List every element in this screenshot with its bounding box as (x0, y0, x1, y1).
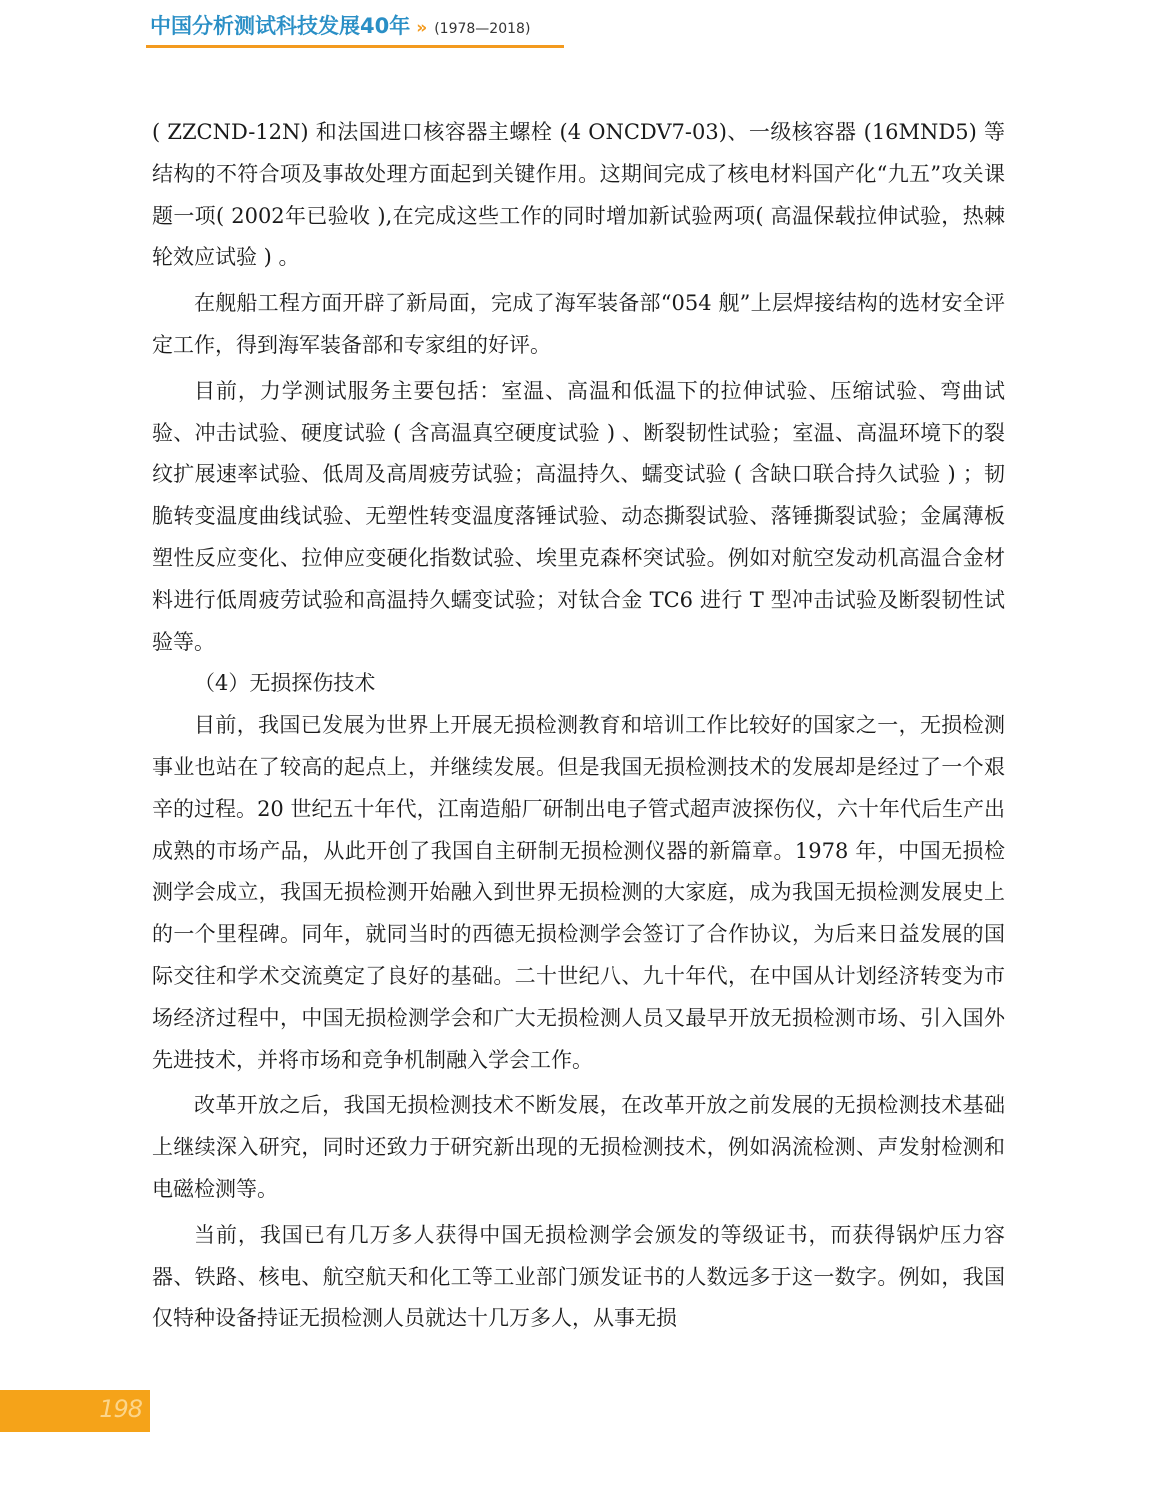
paragraph-ndt-after-reform: 改革开放之后，我国无损检测技术不断发展，在改革开放之前发展的无损检测技术基础上继续深入研究，同时还致力于研究新出现的无损检测技术，例如涡流检测、声发射检测和电磁检测等。 (152, 1093, 1005, 1201)
paragraph-mechanical-testing: 目前，力学测试服务主要包括：室温、高温和低温下的拉伸试验、压缩试验、弯曲试验、冲击试验、硬度试验 ( 含高温真空硬度试验 ) 、断裂韧性试验；室温、高温环境下的裂纹扩展速率试验、低周及高周疲劳试验；高温持久、蠕变试验 ( 含缺口联合持久试验 ) ；韧脆转变温度曲线试验、无塑性转变温度落锤试验、动态撕裂试验、落锤撕裂试验；金属薄板塑性反应变化、拉伸应变硬化指数试验、埃里克森杯突试验。例如对航空发动机高温合金材料进行低周疲劳试验和高温持久蠕变试验；对钛合金 TC6 进行 T 型冲击试验及断裂韧性试验等。 (152, 378, 1005, 654)
paragraph-continuation: ( ZZCND-12N) 和法国进口核容器主螺栓 (4 ONCDV7-03)、一级核容器 (16MND5) 等结构的不符合项及事故处理方面起到关键作用。这期间完成了核电材料国产化“九五”攻关课题一项( 2002年已验收 ),在完成这些工作的同时增加新试验两项( 高温保载拉伸试验，热棘轮效应试验 ) 。 (152, 120, 1005, 270)
section-heading-ndt: （4）无损探伤技术 (194, 671, 376, 696)
double-chevron-icon: » (416, 18, 425, 38)
header-divider (146, 45, 564, 48)
running-header (150, 10, 530, 48)
page-number-badge (0, 1390, 150, 1432)
page-number: 198 (99, 1395, 142, 1423)
paragraph-ndt-certification: 当前，我国已有几万多人获得中国无损检测学会颁发的等级证书，而获得锅炉压力容器、铁路、核电、航空航天和化工等工业部门颁发证书的人数远多于这一数字。例如，我国仅特种设备持证无损检测人员就达十几万多人，从事无损 (152, 1222, 1005, 1331)
paragraph-ndt-history: 目前，我国已发展为世界上开展无损检测教育和培训工作比较好的国家之一，无损检测事业也站在了较高的起点上，并继续发展。但是我国无损检测技术的发展却是经过了一个艰辛的过程。20 世纪五十年代，江南造船厂研制出电子管式超声波探伤仪，六十年代后生产出成熟的市场产品，从此开创了我国自主研制无损检测仪器的新篇章。1978 年，中国无损检测学会成立，我国无损检测开始融入到世界无损检测的大家庭，成为我国无损检测发展史上的一个里程碑。同年，就同当时的西德无损检测学会签订了合作协议，为后来日益发展的国际交往和学术交流奠定了良好的基础。二十世纪八、九十年代，在中国从计划经济转变为市场经济过程中，中国无损检测学会和广大无损检测人员又最早开放无损检测市场、引入国外先进技术，并将市场和竞争机制融入学会工作。 (152, 713, 1005, 1072)
book-title: 中国分析测试科技发展40年 (150, 14, 411, 38)
year-range: (1978—2018) (434, 21, 531, 37)
body-text (152, 112, 1005, 1340)
paragraph-ship-engineering: 在舰船工程方面开辟了新局面，完成了海军装备部“054 舰”上层焊接结构的选材安全评定工作，得到海军装备部和专家组的好评。 (152, 291, 1005, 357)
